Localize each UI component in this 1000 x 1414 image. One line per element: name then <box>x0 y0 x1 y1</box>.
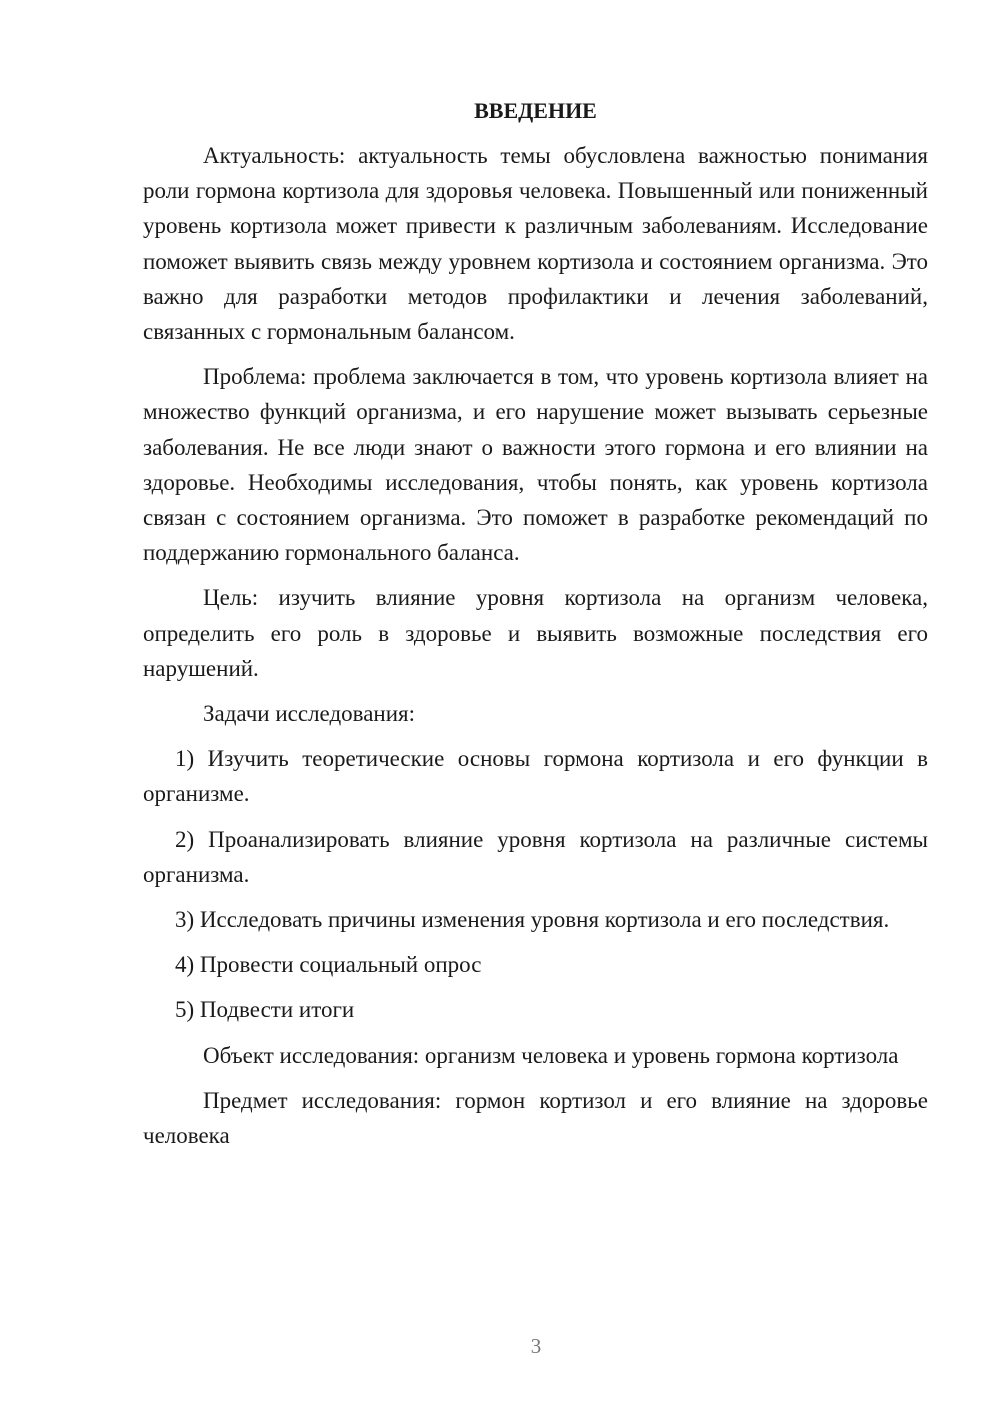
task-item-2: 2) Проанализировать влияние уровня кортизола на различные системы организма. <box>143 826 928 887</box>
paragraph-relevance: Актуальность: актуальность темы обусловлена важностью понимания роли гормона кортизола для здоровья человека. Повышенный или пониженный уровень кортизола может привести к различным заболеваниям. Исследование поможет выявить связь между уровнем кортизола и состоянием организма. Это важно для разработки методов профилактики и лечения заболеваний, связанных с гормональным балансом. <box>143 143 928 345</box>
section-title: ВВЕДЕНИЕ <box>474 98 597 123</box>
task-item-3: 3) Исследовать причины изменения уровня кортизола и его последствия. <box>175 907 890 933</box>
tasks-heading: Задачи исследования: <box>203 701 416 727</box>
page-content <box>143 94 928 1163</box>
task-item-5: 5) Подвести итоги <box>175 997 355 1023</box>
task-item-1: 1) Изучить теоретические основы гормона кортизола и его функции в организме. <box>143 746 928 807</box>
paragraph-goal: Цель: изучить влияние уровня кортизола на организм человека, определить его роль в здоровье и выявить возможные последствия его нарушений. <box>143 585 928 681</box>
paragraph-subject: Предмет исследования: гормон кортизол и его влияние на здоровье человека <box>143 1087 928 1149</box>
task-item-4: 4) Провести социальный опрос <box>175 952 482 978</box>
page-number: 3 <box>530 1334 542 1358</box>
paragraph-object: Объект исследования: организм человека и уровень гормона кортизола <box>203 1042 899 1068</box>
paragraph-problem: Проблема: проблема заключается в том, что уровень кортизола влияет на множество функций организма, и его нарушение может вызывать серьезные заболевания. Не все люди знают о важности этого гормона и его влиянии на здоровье. Необходимы исследования, чтобы понять, как уровень кортизола связан с состоянием организма. Это поможет в разработке рекомендаций по поддержанию гормонального баланса. <box>143 364 928 566</box>
